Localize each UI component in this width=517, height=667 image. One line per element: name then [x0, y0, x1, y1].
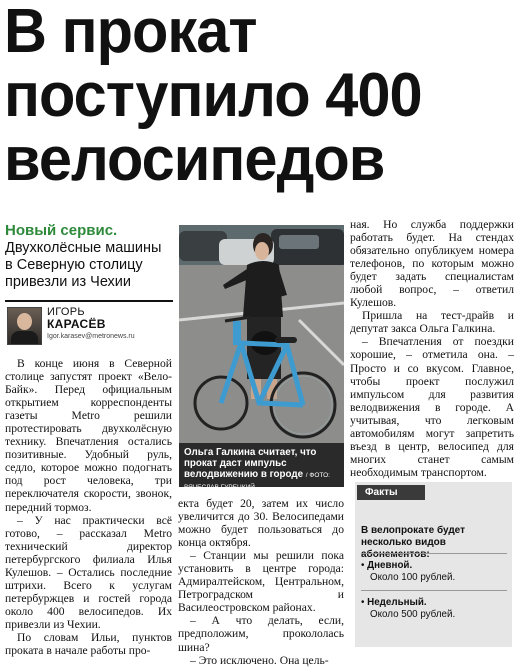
paragraph: – Станции мы решили пока установить в центре города: Адмиралтейском, Центральном, Петроградском и Василеостровском районах. — [178, 549, 344, 615]
headline-line-1: В прокат — [4, 0, 257, 66]
lead-line-1: Двухколёсные машины — [5, 240, 162, 256]
lead-line-2: в Северную столицу — [5, 257, 143, 273]
paragraph: По словам Ильи, пунктов проката в начале работы про- — [5, 630, 172, 658]
facts-item: • Дневной. Около 100 рублей. — [361, 560, 509, 584]
facts-divider — [361, 553, 507, 554]
author-name — [47, 306, 106, 330]
facts-item-name: Недельный. — [367, 597, 427, 608]
author-divider — [5, 300, 173, 302]
headline-line-3: велосипедов — [4, 125, 385, 194]
paragraph: – Это исключено. Она цель- — [190, 653, 329, 667]
photo-credit: / ФОТО: ВЯЧЕСЛАВ ГУРЕЦКИЙ — [184, 472, 330, 491]
paragraph: – Впечатления от поездки хорошие, – отметила она. – Просто и со вкусом. Главное, чтобы проект послужил импульсом для развития велодвижения в городе. А учитывая, что легковым автомобилям могут запретить въезд в центр, велосипед для многих станет самым необходимым транспортом. — [350, 335, 514, 479]
article-column-2 — [178, 497, 344, 667]
facts-item-price: Около 100 рублей. — [370, 572, 456, 583]
section-label: Новый сервис. — [5, 222, 118, 239]
photo-caption — [179, 443, 344, 491]
lead-line-3: привезли из Чехии — [5, 274, 132, 290]
article-column-1 — [5, 357, 172, 657]
author-last-name: КАРАСЁВ — [47, 317, 106, 331]
facts-intro: В велопрокате будет несколько видов абонементов: — [361, 525, 465, 560]
author-avatar — [7, 307, 42, 345]
paragraph: Пришла на тест-драйв и депутат закса Ольга Галкина. — [350, 309, 514, 336]
headline-line-2: поступило 400 — [4, 61, 422, 130]
facts-divider — [361, 590, 507, 591]
article-column-3 — [350, 218, 514, 479]
facts-item-name: Дневной. — [367, 560, 413, 571]
paragraph: – У нас практически всё готово, – рассказал Metro технический директор петербургского филиала Илья Кулешов. – Остались последние штрихи. Всего к услугам петербуржцев и гостей города около 400 велосипедов. Их привезли из Чехии. — [5, 513, 172, 631]
article-photo — [179, 225, 344, 443]
facts-title: Факты — [357, 485, 425, 500]
headline — [4, 0, 494, 192]
paragraph: екта будет 20, затем их число увеличится до 30. Велосипедами можно будет пользоваться до конца октября. — [178, 497, 344, 550]
photo-illustration — [179, 225, 344, 443]
paragraph: ная. Но служба поддержки работать будет. На стендах обязательно опубликуем номера телефонов, по которым можно будет задать специалистам любой вопрос, – ответил Кулешов. — [350, 218, 514, 310]
facts-box — [355, 482, 512, 647]
paragraph: В конце июня в Северной столице запустят проект «Вело-Байк». Перед официальным открытием корреспонденты газеты Metro решили протестировать двухколёсную технику. Впечатления остались позитивные. Удобный руль, седло, которое можно подогнать под рост человека, три переключателя скорости, звонок, передний тормоз. — [5, 357, 172, 514]
author-first-name: ИГОРЬ — [47, 306, 85, 318]
caption-text: Ольга Галкина считает, что прокат даст импульс велодвижению в городе — [184, 447, 317, 480]
facts-item-price: Около 500 рублей. — [370, 609, 456, 620]
facts-item: • Недельный. Около 500 рублей. — [361, 597, 509, 621]
paragraph: – А что делать, если, предположим, прокололась шина? — [178, 614, 344, 654]
author-email[interactable]: Igor.karasev@metronews.ru — [47, 333, 135, 340]
lead — [5, 240, 173, 291]
